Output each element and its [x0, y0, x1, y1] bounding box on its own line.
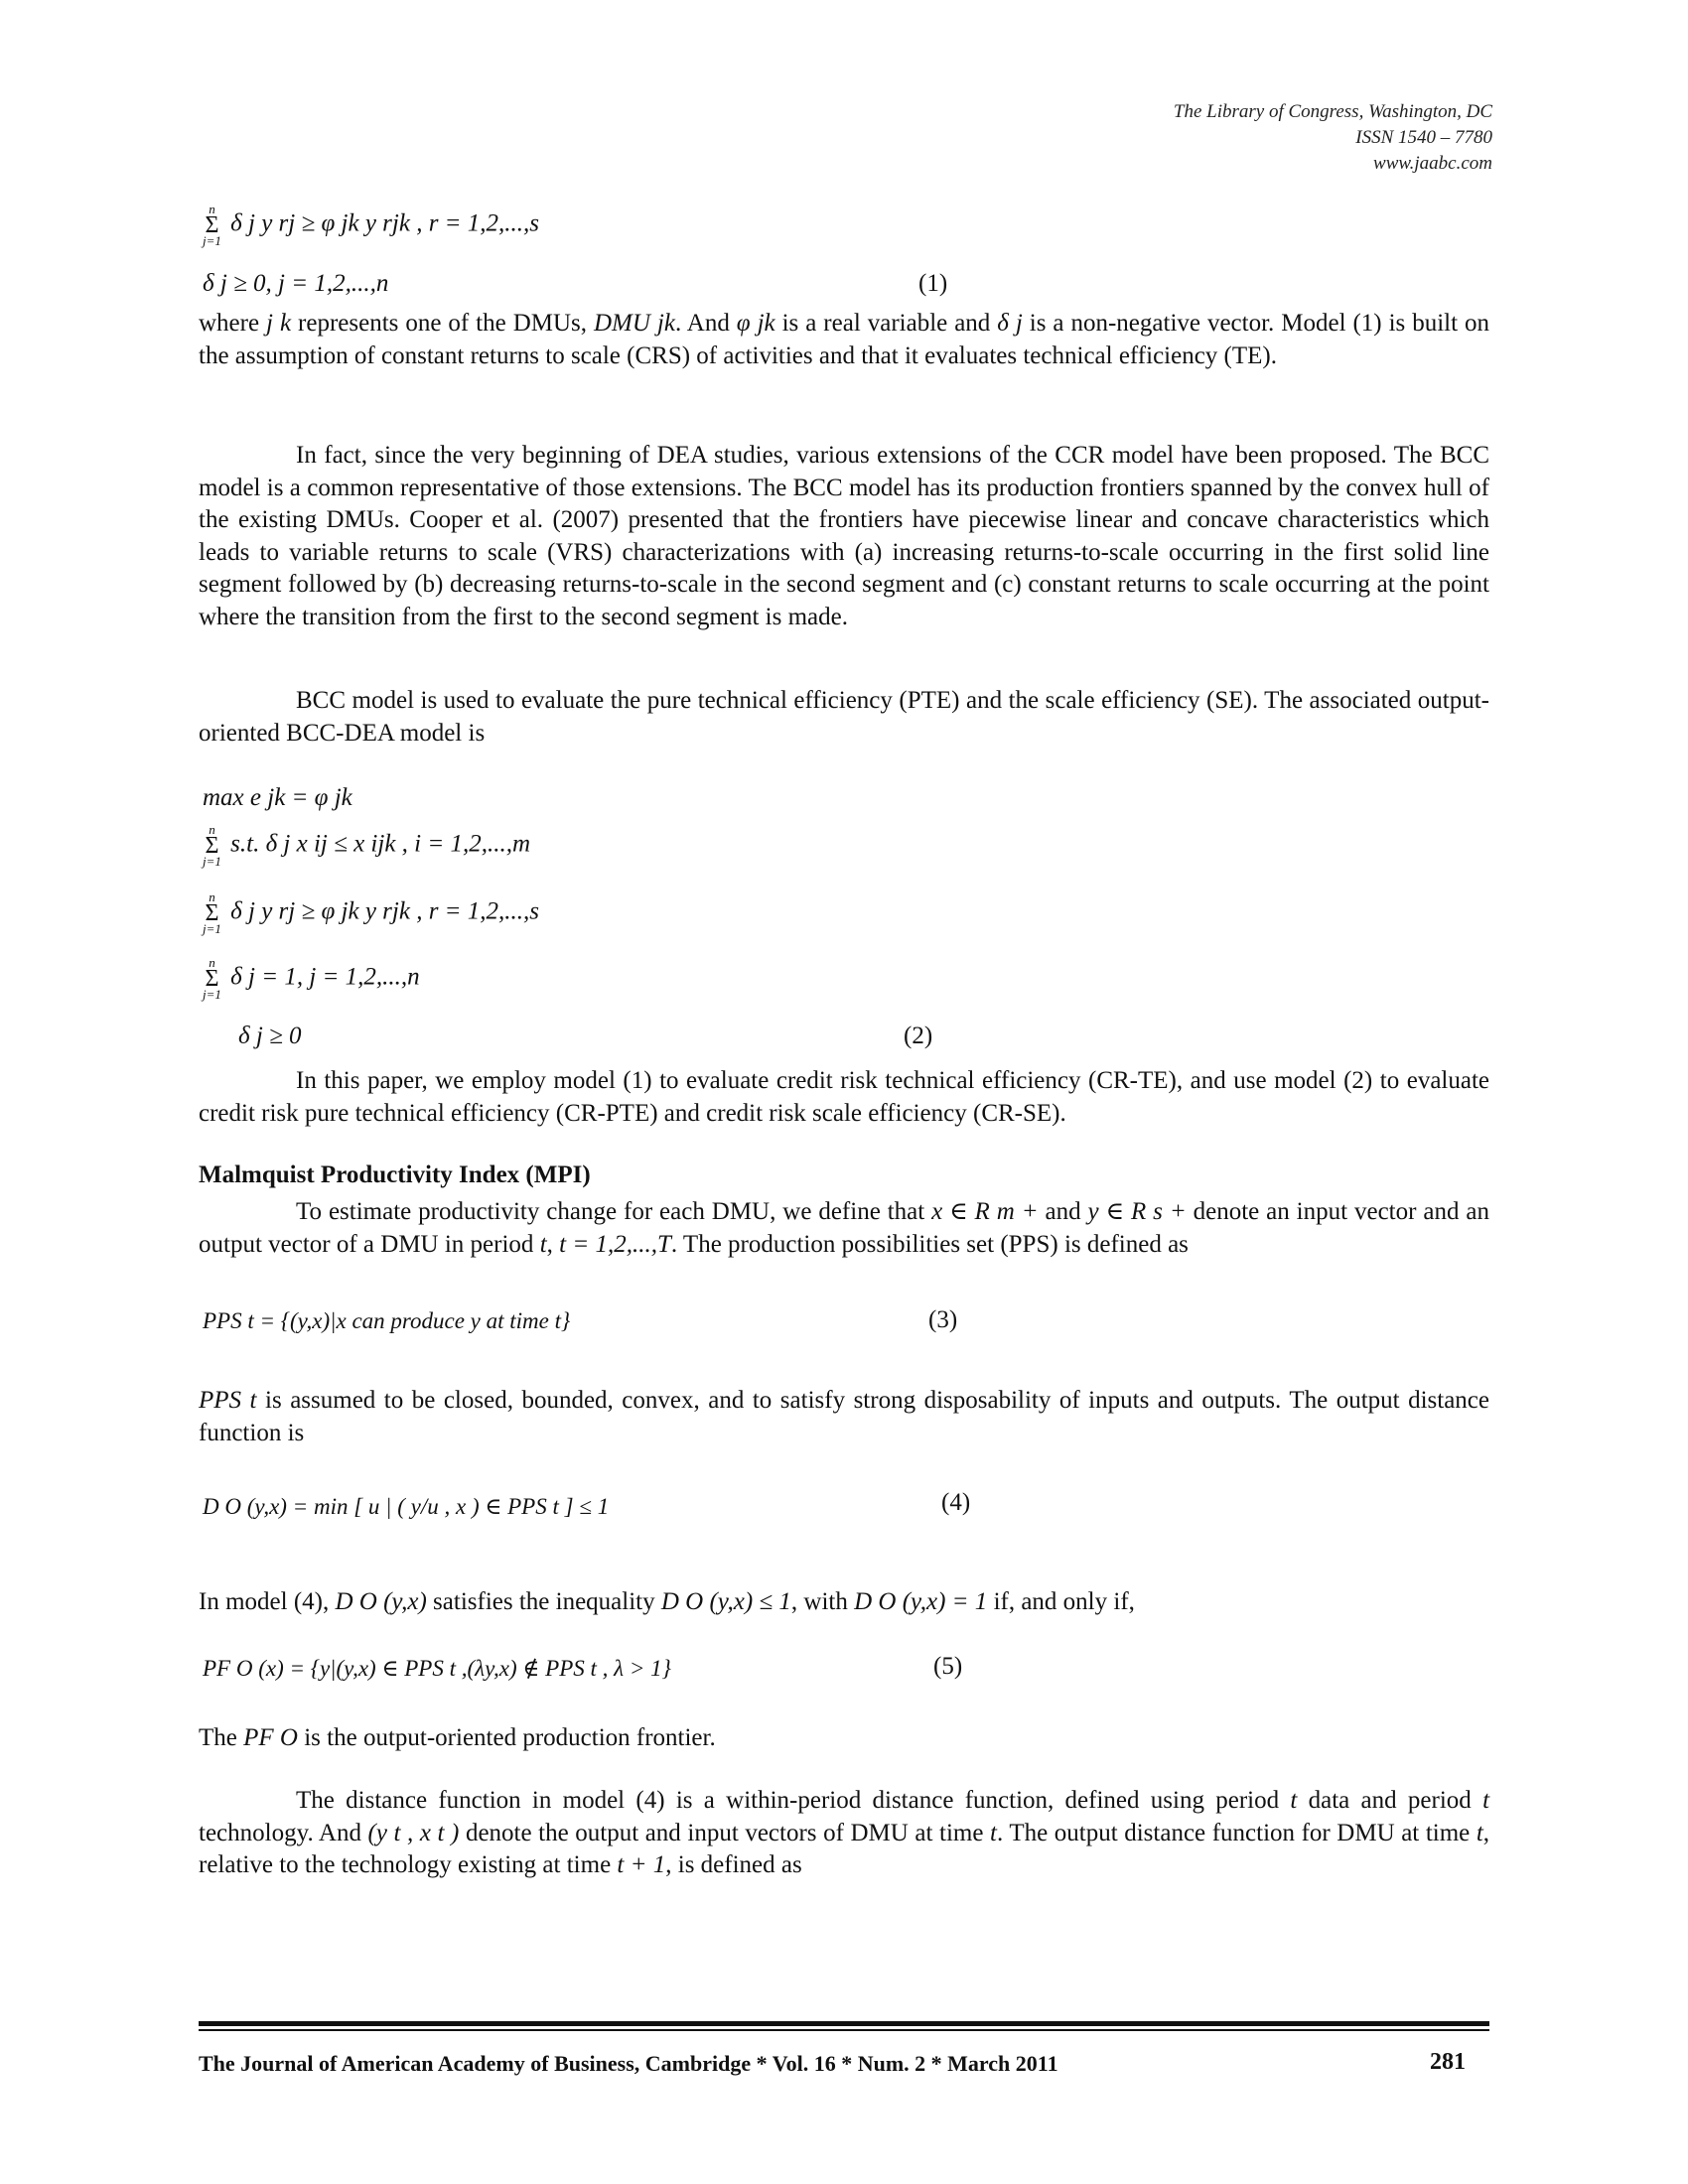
- page-number: 281: [1430, 2049, 1466, 2075]
- equation-number-5: (5): [933, 1653, 963, 1680]
- sum-symbol: n Σ j=1: [203, 955, 221, 1002]
- sum-symbol: n Σ j=1: [203, 822, 221, 869]
- formula-d: n Σ j=1 s.t. δ j x ij ≤ x ijk , i = 1,2,...,m: [203, 822, 531, 869]
- formula-f: n Σ j=1 δ j = 1, j = 1,2,...,n: [203, 955, 420, 1002]
- header-issn: ISSN 1540 – 7780: [1355, 127, 1492, 148]
- paragraph-9: The distance function in model (4) is a within-period distance function, defined using period t data and period t technology. And (y t , x t ) denote the output and input vectors of DMU at time t. The output distance function for DMU at time t, relative to the technology existing at time t + 1, is defined as: [199, 1787, 1490, 1878]
- formula-g: δ j ≥ 0: [238, 1023, 302, 1049]
- formula-a: n Σ j=1 δ j y rj ≥ φ jk y rjk , r = 1,2,...,s: [203, 202, 540, 248]
- paragraph-8: The PF O is the output-oriented production frontier.: [199, 1724, 716, 1751]
- paragraph-6: PPS t is assumed to be closed, bounded, convex, and to satisfy strong disposability of inputs and outputs. The output distance function is: [199, 1387, 1490, 1446]
- paragraph-5: To estimate productivity change for each DMU, we define that x ∈ R m + and y ∈ R s + denote an input vector and an output vector of a DMU in period t, t = 1,2,...,T. The production possibilities set (PPS) is defined as: [199, 1198, 1489, 1258]
- paragraph-3: BCC model is used to evaluate the pure technical efficiency (PTE) and the scale efficiency (SE). The associated output-oriented BCC-DEA model is: [199, 687, 1489, 747]
- formula-e: n Σ j=1 δ j y rj ≥ φ jk y rjk , r = 1,2,...,s: [203, 889, 540, 936]
- paragraph-4: In this paper, we employ model (1) to evaluate credit risk technical efficiency (CR-TE), and use model (2) to evaluate credit risk pure technical efficiency (CR-PTE) and credit risk scale efficiency (CR-SE).: [199, 1067, 1489, 1127]
- formula-b: δ j ≥ 0, j = 1,2,...,n: [203, 270, 389, 297]
- running-header: [1174, 99, 1492, 177]
- footer-rule-thin: [199, 2029, 1489, 2031]
- paragraph-1: where j k represents one of the DMUs, DMU jk. And φ jk is a real variable and δ j is a non-negative vector. Model (1) is built on the assumption of constant returns to scale (CRS) of activities and that it evaluates technical efficiency (TE).: [199, 310, 1490, 369]
- equation-number-4: (4): [941, 1489, 971, 1516]
- paragraph-7: In model (4), D O (y,x) satisfies the inequality D O (y,x) ≤ 1, with D O (y,x) = 1 if, and only if,: [199, 1588, 1135, 1615]
- sum-symbol: n Σ j=1: [203, 202, 221, 248]
- sum-symbol: n Σ j=1: [203, 889, 221, 936]
- formula-j: PF O (x) = {y|(y,x) ∈ PPS t ,(λy,x) ∉ PPS t , λ > 1}: [203, 1656, 671, 1681]
- section-heading: Malmquist Productivity Index (MPI): [199, 1161, 591, 1188]
- formula-i: D O (y,x) = min [ u | ( y/u , x ) ∈ PPS t ] ≤ 1: [203, 1494, 610, 1519]
- formula-h: PPS t = {(y,x)|x can produce y at time t}: [203, 1308, 571, 1333]
- equation-number-1: (1): [918, 270, 948, 297]
- footer-journal: The Journal of American Academy of Business, Cambridge * Vol. 16 * Num. 2 * March 2011: [199, 2051, 1058, 2076]
- footer-rule-thick: [199, 2021, 1489, 2026]
- formula-c: max e jk = φ jk: [203, 784, 352, 811]
- equation-number-2: (2): [904, 1023, 933, 1049]
- paragraph-2: In fact, since the very beginning of DEA studies, various extensions of the CCR model have been proposed. The BCC model is a common representative of those extensions. The BCC model has its production frontiers spanned by the convex hull of the existing DMUs. Cooper et al. (2007) presented that the frontiers have piecewise linear and concave characteristics which leads to variable returns to scale (VRS) characterizations with (a) increasing returns-to-scale occurring in the first solid line segment followed by (b) decreasing returns-to-scale in the second segment and (c) constant returns to scale occurring at the point where the transition from the first to the second segment is made.: [199, 442, 1489, 630]
- header-library: The Library of Congress, Washington, DC: [1173, 101, 1492, 122]
- equation-number-3: (3): [928, 1306, 958, 1333]
- header-website: www.jaabc.com: [1373, 153, 1492, 174]
